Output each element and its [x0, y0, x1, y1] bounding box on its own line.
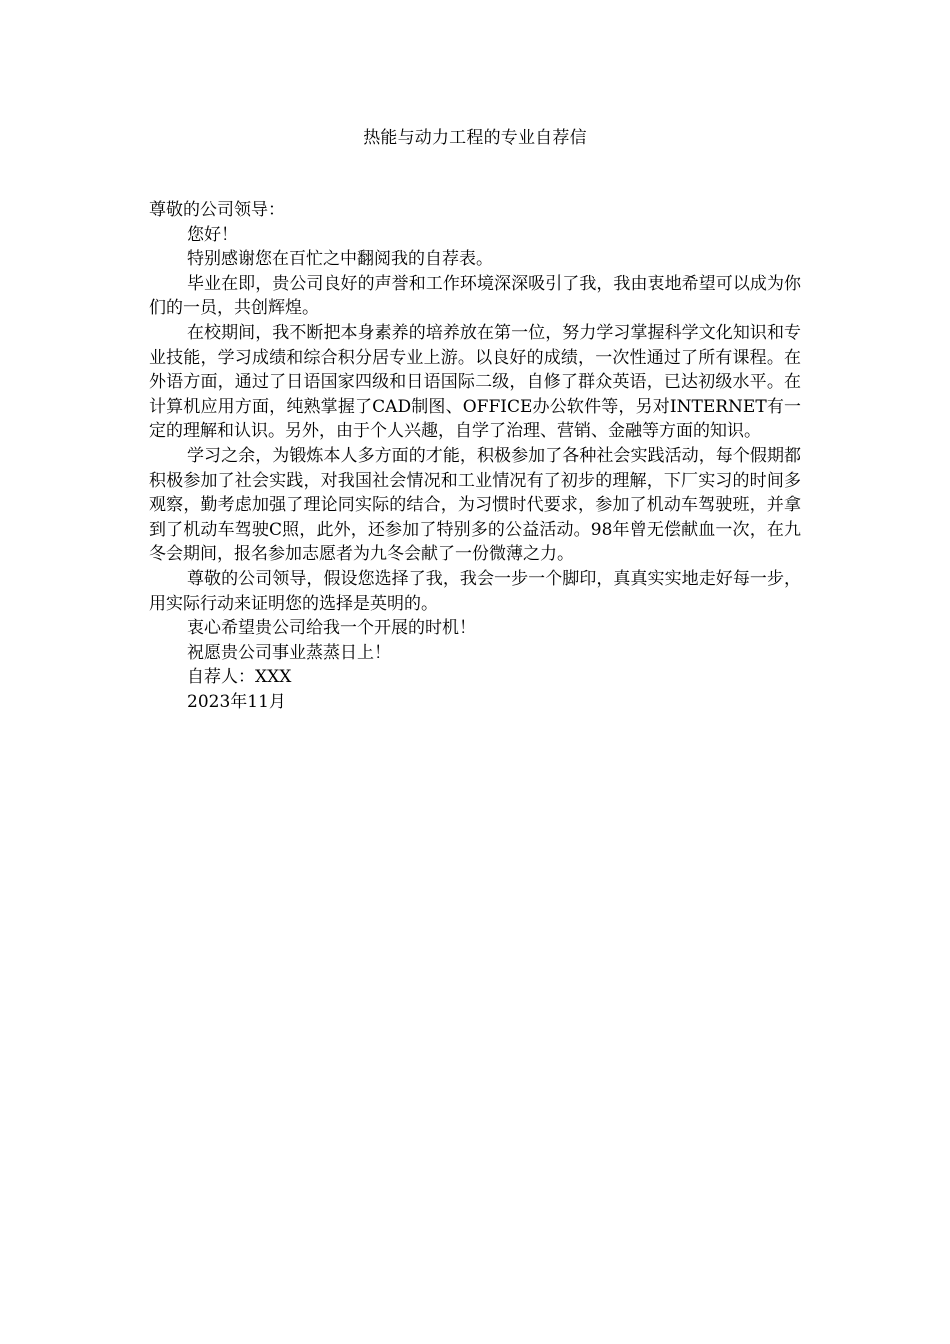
- paragraph-hope: 衷心希望贵公司给我一个开展的时机！: [187, 618, 476, 639]
- paragraph-motivation: 毕业在即，贵公司良好的声誉和工作环境深深吸引了我，我由衷地希望可以成为你们的一员，共创辉煌。: [149, 273, 801, 319]
- greeting: 您好！: [187, 224, 238, 245]
- paragraph-education: 在校期间，我不断把本身素养的培养放在第一位，努力学习掌握科学文化知识和专业技能，学习成绩和综合积分居专业上游。以良好的成绩，一次性通过了所有课程。在外语方面，通过了日语国家四级和日语国际二级，自修了群众英语，已达初级水平。在计算机应用方面，纯熟掌握了CAD制图、OFFICE办公软件等，另对INTERNET有一定的理解和认识。另外，由于个人兴趣，自学了治理、营销、金融等方面的知识。: [149, 322, 801, 442]
- date: 2023年11月: [187, 691, 286, 712]
- salutation: 尊敬的公司领导：: [149, 200, 285, 220]
- paragraph-wishes: 祝愿贵公司事业蒸蒸日上！: [187, 642, 391, 663]
- paragraph-thanks: 特别感谢您在百忙之中翻阅我的自荐表。: [187, 249, 493, 270]
- paragraph-activities: 学习之余，为锻炼本人多方面的才能，积极参加了各种社会实践活动，每个假期都积极参加了社会实践，对我国社会情况和工业情况有了初步的理解，下厂实习的时间多观察，勤考虑加强了理论同实际的结合，为习惯时代要求，参加了机动车驾驶班，并拿到了机动车驾驶C照，此外，还参加了特别多的公益活动。98年曾无偿献血一次，在九冬会期间，报名参加志愿者为九冬会献了一份微薄之力。: [149, 445, 801, 565]
- letter-body: [149, 198, 801, 714]
- document-title: 热能与动力工程的专业自荐信: [363, 128, 587, 148]
- signature: 自荐人：XXX: [187, 667, 292, 688]
- paragraph-commitment: 尊敬的公司领导，假设您选择了我，我会一步一个脚印，真真实实地走好每一步，用实际行动来证明您的选择是英明的。: [149, 568, 801, 614]
